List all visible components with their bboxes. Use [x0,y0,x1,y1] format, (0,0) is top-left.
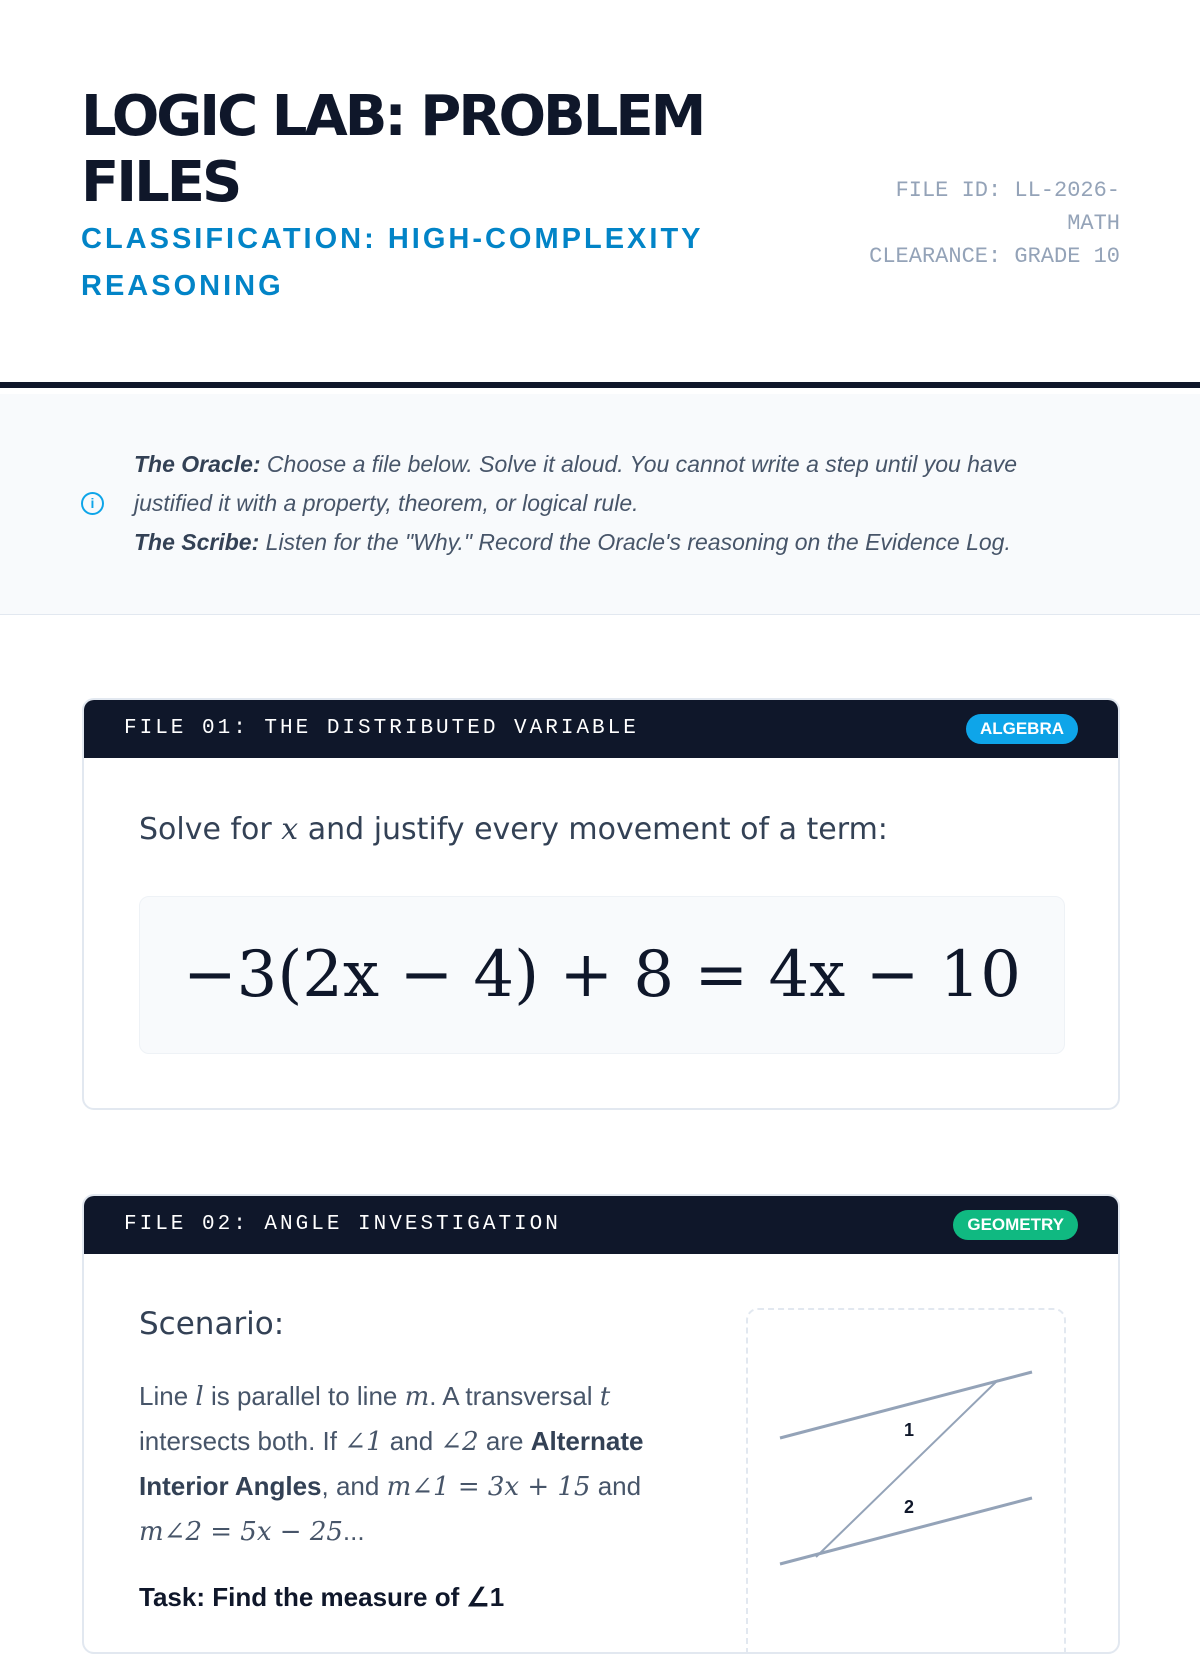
parallel-lines-diagram [748,1310,1064,1654]
scenario-text [139,1374,699,1554]
clearance: CLEARANCE: GRADE 10 [869,244,1120,269]
problem-prompt [139,812,888,847]
angle-1: ∠1 [344,1427,383,1457]
file-id: FILE ID: LL-2026-MATH [895,178,1120,236]
t: and [590,1471,642,1501]
t: and [382,1426,441,1456]
t: . A transversal [429,1381,600,1411]
card-title: FILE 02: ANGLE INVESTIGATION [124,1213,561,1236]
t: is parallel to line [203,1381,405,1411]
line-m: m [404,1382,430,1412]
t: Line [139,1381,196,1411]
oracle-label: The Oracle: [134,451,261,477]
t: intersects both. If [139,1426,345,1456]
angle-diagram [746,1308,1066,1654]
file-02-card [82,1194,1120,1654]
page-title: LOGIC LAB: PROBLEM FILES [81,84,704,215]
oracle-text: Choose a file below. Solve it aloud. You cannot write a step until you have justified it with a property, theorem, or logical rule. [134,451,1018,516]
card-header [84,700,1118,758]
eq-2: m∠2 = 5x − 25 [139,1517,343,1547]
prompt-text: and justify every movement of a term: [298,812,888,847]
angle-2: ∠2 [440,1427,479,1457]
info-circle-icon: i [81,492,104,515]
card-title: FILE 01: THE DISTRIBUTED VARIABLE [124,717,639,740]
eq-1: m∠1 = 3x + 15 [386,1472,591,1502]
t: , and [321,1471,387,1501]
term: Alternate Interior Angles [139,1426,644,1501]
line-l: l [195,1382,204,1412]
t: ... [342,1516,365,1546]
variable: x [281,812,299,847]
file-01-card [82,698,1120,1110]
scribe-label: The Scribe: [134,529,260,555]
scribe-text: Listen for the "Why." Record the Oracle's reasoning on the Evidence Log. [259,529,1011,555]
file-meta [860,174,1120,273]
algebra-badge: ALGEBRA [966,714,1078,744]
angle-label-2: 2 [904,1497,915,1517]
t: are [478,1426,531,1456]
line-t: t [599,1382,611,1412]
angle-label-1: 1 [904,1420,915,1440]
geometry-badge: GEOMETRY [953,1210,1078,1240]
instructions-text [134,445,1094,562]
equation: −3(2x − 4) + 8 = 4x − 10 [139,896,1065,1054]
page-header [0,0,1200,388]
prompt-text: Solve for [139,812,282,847]
page-subtitle: CLASSIFICATION: HIGH-COMPLEXITY REASONING [81,223,703,302]
scenario-heading: Scenario: [139,1306,285,1342]
card-header [84,1196,1118,1254]
task-text: Task: Find the measure of ∠1 [139,1582,505,1612]
